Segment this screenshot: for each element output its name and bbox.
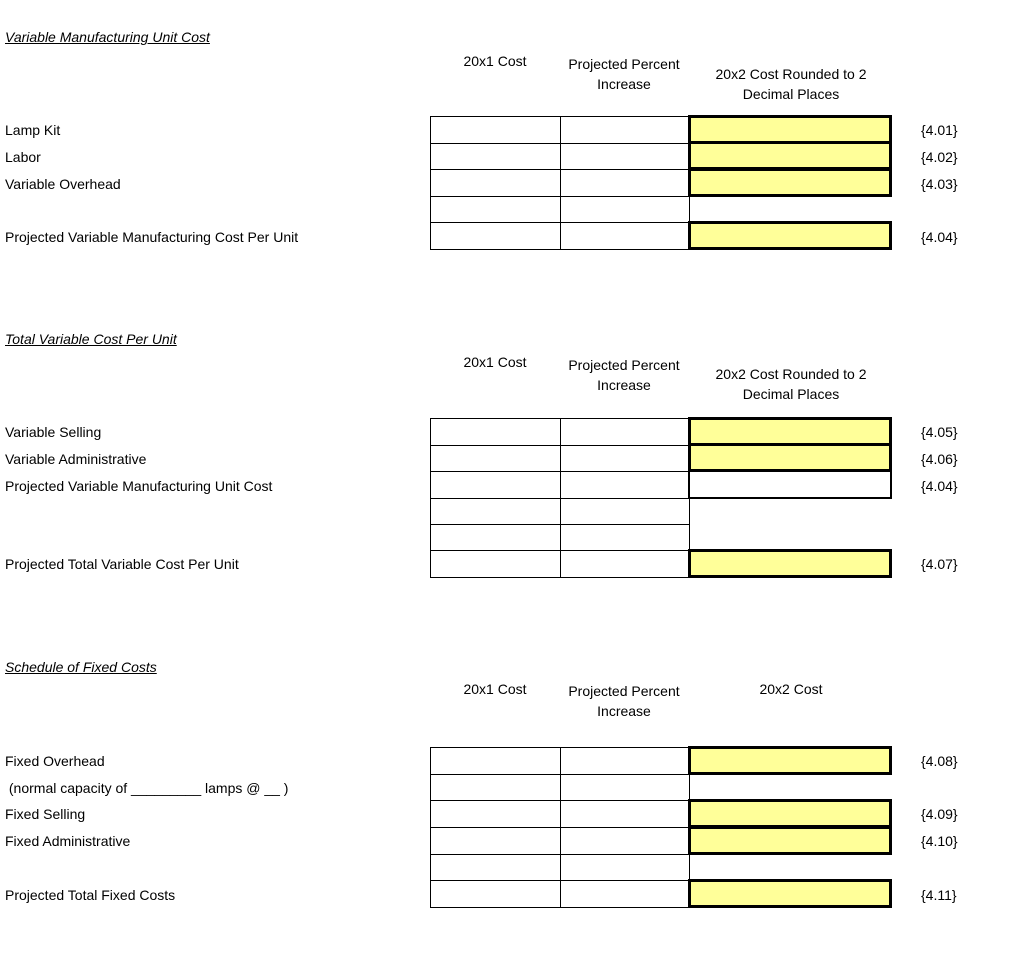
row-label-lamp-kit: Lamp Kit xyxy=(5,122,61,138)
cell-20x1-cost[interactable] xyxy=(430,196,561,224)
row-label-projected-total-fixed-costs: Projected Total Fixed Costs xyxy=(5,887,176,903)
cell-20x1-cost[interactable] xyxy=(430,498,561,525)
section-title-fixed-costs: Schedule of Fixed Costs xyxy=(5,659,157,675)
row-label-fixed-overhead: Fixed Overhead xyxy=(5,753,105,769)
ref-code: {4.04} xyxy=(921,478,958,494)
row-label-fixed-selling: Fixed Selling xyxy=(5,806,86,822)
row-label-variable-selling: Variable Selling xyxy=(5,424,102,440)
cell-20x1-cost[interactable] xyxy=(430,471,561,499)
ref-code: {4.01} xyxy=(921,122,958,138)
cell-20x1-cost[interactable] xyxy=(430,880,561,908)
header-percent-increase: Projected Percent Increase xyxy=(568,56,680,92)
header-percent-increase: Projected Percent Increase xyxy=(568,357,680,393)
cell-percent-increase[interactable] xyxy=(560,827,690,855)
ref-code: {4.03} xyxy=(921,176,958,192)
ref-code: {4.11} xyxy=(921,887,957,903)
cell-20x1-cost[interactable] xyxy=(430,143,561,171)
cell-percent-increase[interactable] xyxy=(560,169,690,197)
cell-20x1-cost[interactable] xyxy=(430,854,561,881)
cell-20x1-cost[interactable] xyxy=(430,800,561,828)
cell-20x2-cost-4-04[interactable] xyxy=(688,470,892,499)
ref-code: {4.04} xyxy=(921,229,958,245)
ref-code: {4.09} xyxy=(921,806,958,822)
answer-cell-4-01[interactable] xyxy=(688,115,892,144)
answer-cell-4-07[interactable] xyxy=(688,549,892,578)
cell-percent-increase[interactable] xyxy=(560,550,690,578)
ref-code: {4.08} xyxy=(921,753,958,769)
answer-cell-4-03[interactable] xyxy=(688,168,892,197)
cell-percent-increase[interactable] xyxy=(560,498,690,525)
answer-cell-4-10[interactable] xyxy=(688,826,892,855)
cell-percent-increase[interactable] xyxy=(560,222,690,250)
ref-code: {4.07} xyxy=(921,556,958,572)
ref-code: {4.10} xyxy=(921,833,958,849)
cell-percent-increase[interactable] xyxy=(560,880,690,908)
cell-percent-increase[interactable] xyxy=(560,418,690,446)
answer-cell-4-08[interactable] xyxy=(688,746,892,775)
cell-percent-increase[interactable] xyxy=(560,854,690,881)
cell-20x1-cost[interactable] xyxy=(430,747,561,775)
cell-percent-increase[interactable] xyxy=(560,747,690,775)
cell-percent-increase[interactable] xyxy=(560,774,690,801)
row-label-normal-capacity: (normal capacity of _________ lamps @ __ ) xyxy=(5,780,289,796)
cell-20x1-cost[interactable] xyxy=(430,774,561,801)
cell-percent-increase[interactable] xyxy=(560,800,690,828)
row-label-labor: Labor xyxy=(5,149,41,165)
row-label-projected-variable-mfg-cost: Projected Variable Manufacturing Cost Per Unit xyxy=(5,229,299,245)
cell-20x1-cost[interactable] xyxy=(430,116,561,144)
header-20x1-cost: 20x1 Cost xyxy=(463,53,527,69)
cell-20x1-cost[interactable] xyxy=(430,169,561,197)
ref-code: {4.06} xyxy=(921,451,958,467)
cell-percent-increase[interactable] xyxy=(560,445,690,473)
section-title-variable-manufacturing: Variable Manufacturing Unit Cost xyxy=(5,29,210,45)
cell-20x1-cost[interactable] xyxy=(430,827,561,855)
header-20x1-cost: 20x1 Cost xyxy=(463,681,527,697)
section-title-total-variable-cost: Total Variable Cost Per Unit xyxy=(5,331,177,347)
cell-percent-increase[interactable] xyxy=(560,143,690,171)
cell-20x1-cost[interactable] xyxy=(430,524,561,551)
answer-cell-4-09[interactable] xyxy=(688,799,892,828)
ref-code: {4.05} xyxy=(921,424,958,440)
answer-cell-4-04[interactable] xyxy=(688,221,892,250)
answer-cell-4-05[interactable] xyxy=(688,417,892,446)
answer-cell-4-11[interactable] xyxy=(688,879,892,908)
cell-percent-increase[interactable] xyxy=(560,116,690,144)
cell-20x1-cost[interactable] xyxy=(430,222,561,250)
row-label-fixed-administrative: Fixed Administrative xyxy=(5,833,131,849)
cell-percent-increase[interactable] xyxy=(560,196,690,224)
answer-cell-4-06[interactable] xyxy=(688,443,892,472)
header-20x2-cost: 20x2 Cost Rounded to 2 Decimal Places xyxy=(715,366,867,402)
ref-code: {4.02} xyxy=(921,149,958,165)
row-label-projected-variable-mfg-unit-cost: Projected Variable Manufacturing Unit Cost xyxy=(5,478,273,494)
answer-cell-4-02[interactable] xyxy=(688,141,892,170)
header-20x2-cost: 20x2 Cost Rounded to 2 Decimal Places xyxy=(715,66,867,102)
cell-percent-increase[interactable] xyxy=(560,471,690,499)
header-20x1-cost: 20x1 Cost xyxy=(463,354,527,370)
cell-20x1-cost[interactable] xyxy=(430,550,561,578)
cell-20x1-cost[interactable] xyxy=(430,445,561,473)
header-percent-increase: Projected Percent Increase xyxy=(568,683,680,719)
cell-20x1-cost[interactable] xyxy=(430,418,561,446)
cell-percent-increase[interactable] xyxy=(560,524,690,551)
row-label-projected-total-variable-cost: Projected Total Variable Cost Per Unit xyxy=(5,556,239,572)
header-20x2-cost: 20x2 Cost xyxy=(759,681,823,697)
row-label-variable-overhead: Variable Overhead xyxy=(5,176,121,192)
row-label-variable-administrative: Variable Administrative xyxy=(5,451,147,467)
